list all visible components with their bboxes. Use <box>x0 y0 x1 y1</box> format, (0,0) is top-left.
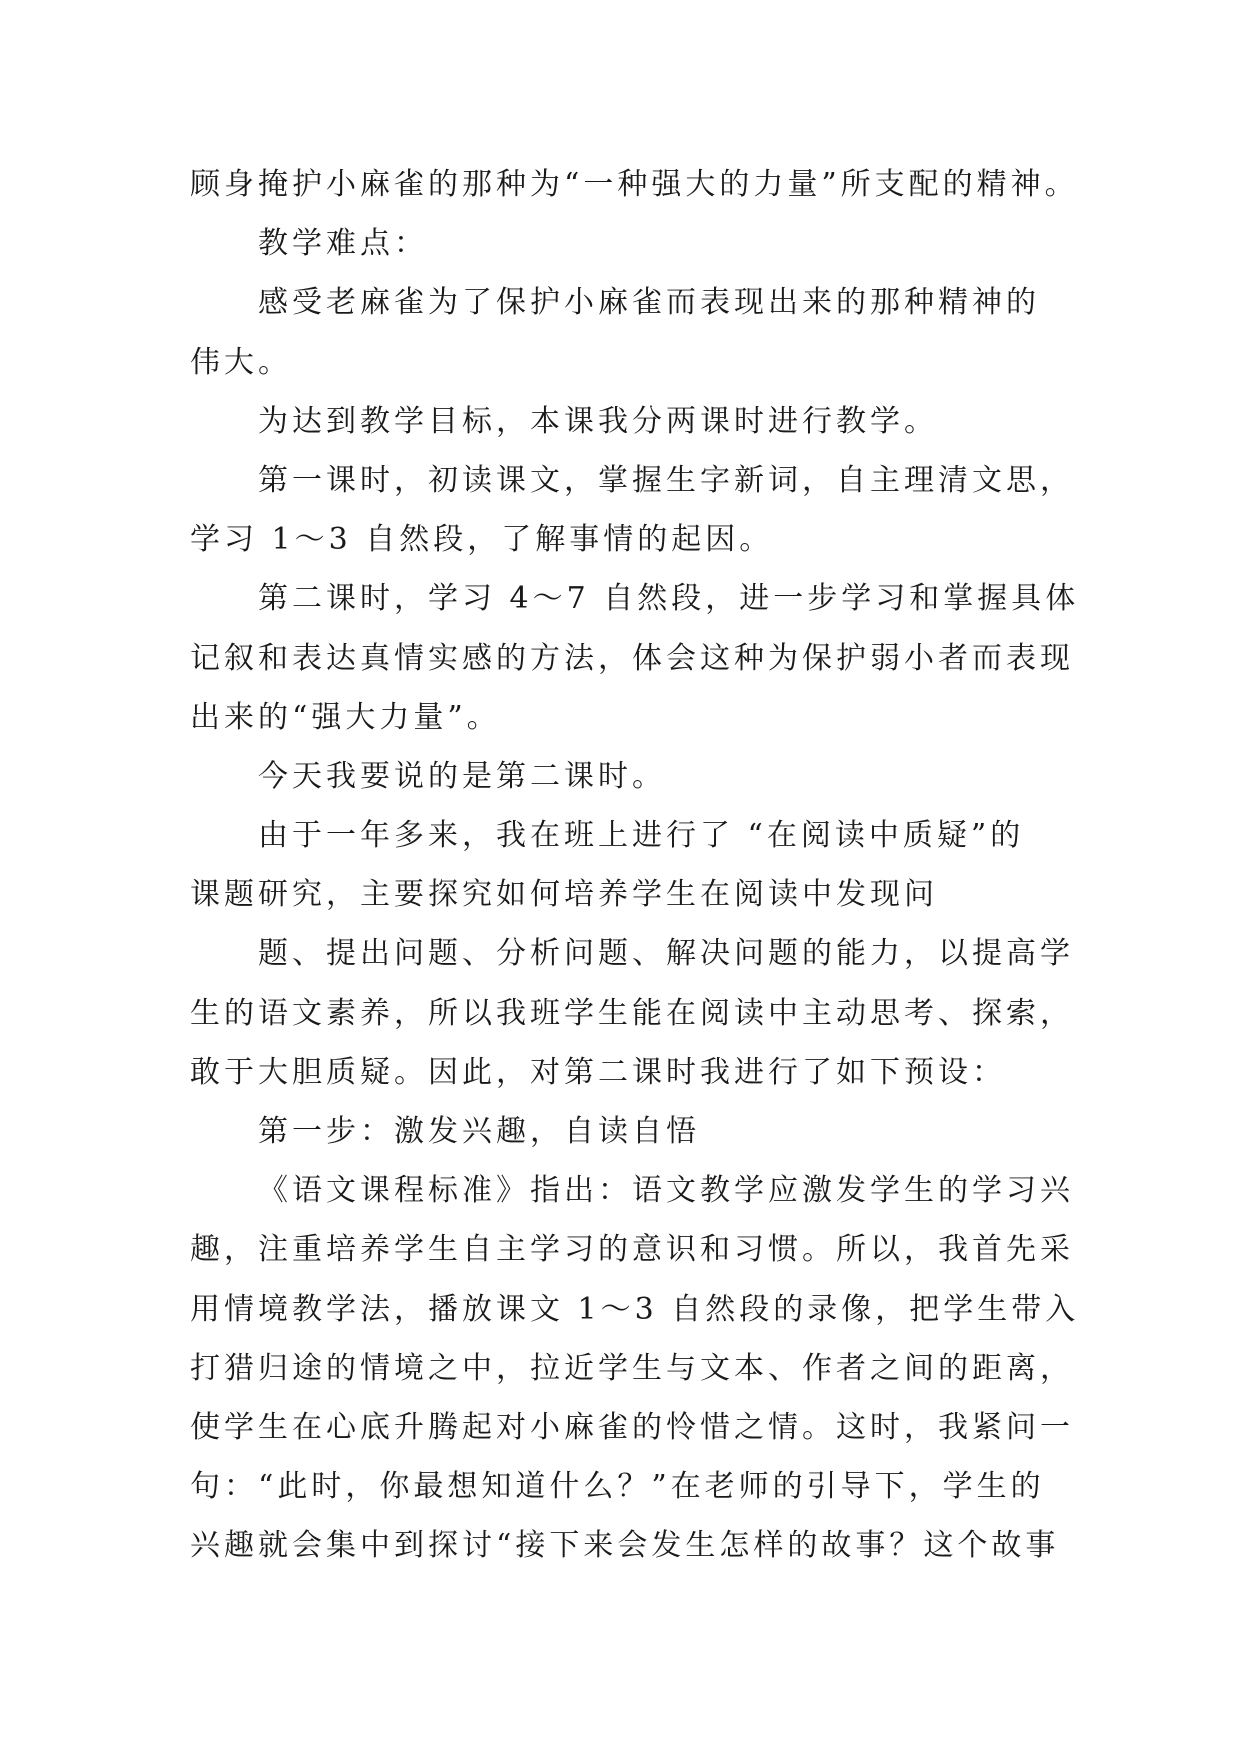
text-line: 打猎归途的情境之中，拉近学生与文本、作者之间的距离， <box>190 1350 1074 1386</box>
text-line: 感受老麻雀为了保护小麻雀而表现出来的那种精神的 <box>258 285 1040 321</box>
text-line: 课题研究，主要探究如何培养学生在阅读中发现问 <box>190 877 938 913</box>
text-line: 学习 1～3 自然段，了解事情的起因。 <box>190 522 774 558</box>
text-line: 顾身掩护小麻雀的那种为“一种强大的力量”所支配的精神。 <box>190 167 1079 202</box>
text-line: 用情境教学法，播放课文 1～3 自然段的录像，把学生带入 <box>190 1291 1080 1327</box>
text-line: 句：“此时，你最想知道什么？”在老师的引导下，学生的 <box>190 1469 1045 1505</box>
text-line: 出来的“强大力量”。 <box>190 699 501 735</box>
text-line: 使学生在心底升腾起对小麻雀的怜惜之情。这时，我紧问一 <box>190 1409 1074 1445</box>
text-line: 《语文课程标准》指出：语文教学应激发学生的学习兴 <box>258 1173 1074 1209</box>
text-line: 伟大。 <box>190 344 292 380</box>
text-line: 为达到教学目标，本课我分两课时进行教学。 <box>258 403 938 439</box>
text-line: 兴趣就会集中到探讨“接下来会发生怎样的故事？这个故事 <box>190 1528 1060 1564</box>
text-line: 教学难点： <box>258 226 428 262</box>
body-text <box>190 155 1080 1576</box>
text-line: 趣，注重培养学生自主学习的意识和习惯。所以，我首先采 <box>190 1232 1074 1268</box>
text-line: 生的语文素养，所以我班学生能在阅读中主动思考、探索， <box>190 995 1074 1031</box>
text-line: 由于一年多来，我在班上进行了 “在阅读中质疑”的 <box>258 818 1025 854</box>
text-line: 今天我要说的是第二课时。 <box>258 758 666 794</box>
text-line: 记叙和表达真情实感的方法，体会这种为保护弱小者而表现 <box>190 640 1074 676</box>
text-line: 第一课时，初读课文，掌握生字新词，自主理清文思， <box>258 462 1074 498</box>
text-line: 敢于大胆质疑。因此，对第二课时我进行了如下预设： <box>190 1054 1006 1090</box>
text-line: 第二课时，学习 4～7 自然段，进一步学习和掌握具体 <box>258 581 1080 617</box>
text-line: 第一步：激发兴趣，自读自悟 <box>258 1114 700 1149</box>
text-line: 题、提出问题、分析问题、解决问题的能力，以提高学 <box>258 936 1074 972</box>
